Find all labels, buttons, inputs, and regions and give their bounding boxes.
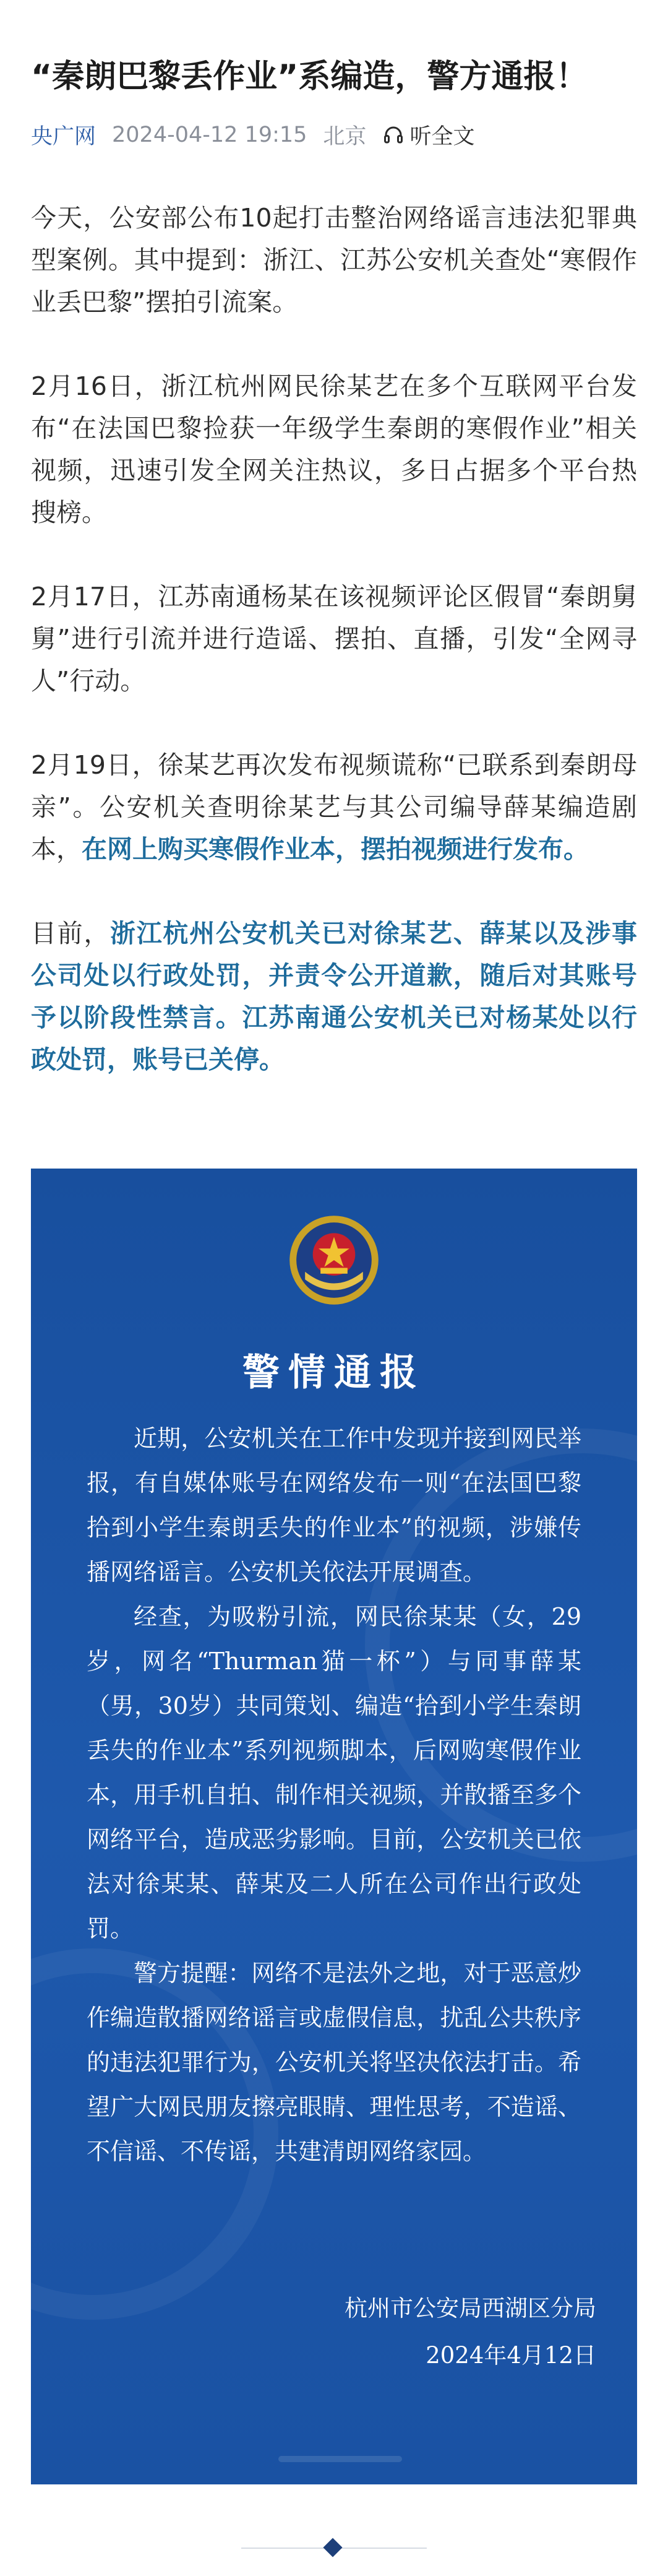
police-emblem-icon <box>286 1212 382 1308</box>
watermark-bar <box>278 2456 402 2462</box>
publish-datetime: 2024-04-12 19:15 <box>112 123 307 147</box>
notice-paragraph: 近期，公安机关在工作中发现并接到网民举报，有自媒体账号在网络发布一则“在法国巴黎拾到小学生秦朗丢失的作业本”的视频，涉嫌传播网络谣言。公安机关依法开展调查。 <box>87 1425 581 1586</box>
paragraph-text: 2月16日，浙江杭州网民徐某艺在多个互联网平台发布“在法国巴黎捡获一年级学生秦朗的寒假作业”相关视频，迅速引发全网关注热议，多日占据多个平台热搜榜。 <box>31 371 637 527</box>
notice-title: 警情通报 <box>242 1351 426 1394</box>
notice-paragraph: 经查，为吸粉引流，网民徐某某（女，29岁，网名“Thurman猫一杯”）与同事薛某（男，30岁）共同策划、编造“拾到小学生秦朗丢失的作业本”系列视频脚本，后网购寒假作业本，用手机自拍、制作相关视频，并散播至多个网络平台，造成恶劣影响。目前，公安机关已依法对徐某某、薛某及二人所在公司作出行政处罚。 <box>87 1603 581 1942</box>
article-paragraph <box>31 576 637 702</box>
end-divider <box>0 2536 668 2561</box>
highlighted-text: 浙江杭州公安机关已对徐某艺、薛某以及涉事公司处以行政处罚，并责令公开道歉，随后对其账号予以阶段性禁言。江苏南通公安机关已对杨某处以行政处罚，账号已关停。 <box>31 918 637 1074</box>
diamond-icon <box>323 2538 342 2557</box>
listen-label: 听全文 <box>409 124 475 149</box>
notice-signature: 杭州市公安局西湖区分局 <box>345 2295 596 2322</box>
headphones-icon <box>382 124 405 146</box>
article-body <box>31 197 637 1123</box>
article-paragraph <box>31 197 637 323</box>
listen-button[interactable] <box>382 119 474 150</box>
article-paragraph <box>31 744 637 870</box>
article-paragraph <box>31 912 637 1081</box>
paragraph-text: 目前， <box>31 918 111 948</box>
article-paragraph <box>31 365 637 534</box>
paragraph-text: 2月17日，江苏南通杨某在该视频评论区假冒“秦朗舅舅”进行引流并进行造谣、摆拍、直播，引发“全网寻人”行动。 <box>31 582 637 696</box>
notice-paragraph: 警方提醒：网络不是法外之地，对于恶意炒作编造散播网络谣言或虚假信息，扰乱公共秩序的违法犯罪行为，公安机关将坚决依法打击。希望广大网民朋友擦亮眼睛、理性思考，不造谣、不信谣、不传谣，共建清朗网络家园。 <box>87 1960 581 2165</box>
paragraph-text: 2月19日，徐某艺再次发布视频谎称“已联系到秦朗母亲”。公安机关查明徐某艺与其公司编导薛某编造剧本， <box>31 750 637 864</box>
paragraph-text: 今天，公安部公布10起打击整治网络谣言违法犯罪典型案例。其中提到：浙江、江苏公安机关查处“寒假作业丢巴黎”摆拍引流案。 <box>31 203 637 317</box>
police-notice-image <box>31 1169 637 2484</box>
article-title: “秦朗巴黎丢作业”系编造，警方通报！ <box>31 58 588 95</box>
notice-date: 2024年4月12日 <box>426 2342 596 2369</box>
notice-signature-block <box>345 2285 596 2379</box>
highlighted-text: 在网上购买寒假作业本，摆拍视频进行发布。 <box>82 834 589 864</box>
article-meta <box>31 118 474 152</box>
notice-body <box>87 1416 581 2174</box>
publish-location: 北京 <box>323 124 367 149</box>
source-link[interactable]: 央广网 <box>31 124 96 149</box>
